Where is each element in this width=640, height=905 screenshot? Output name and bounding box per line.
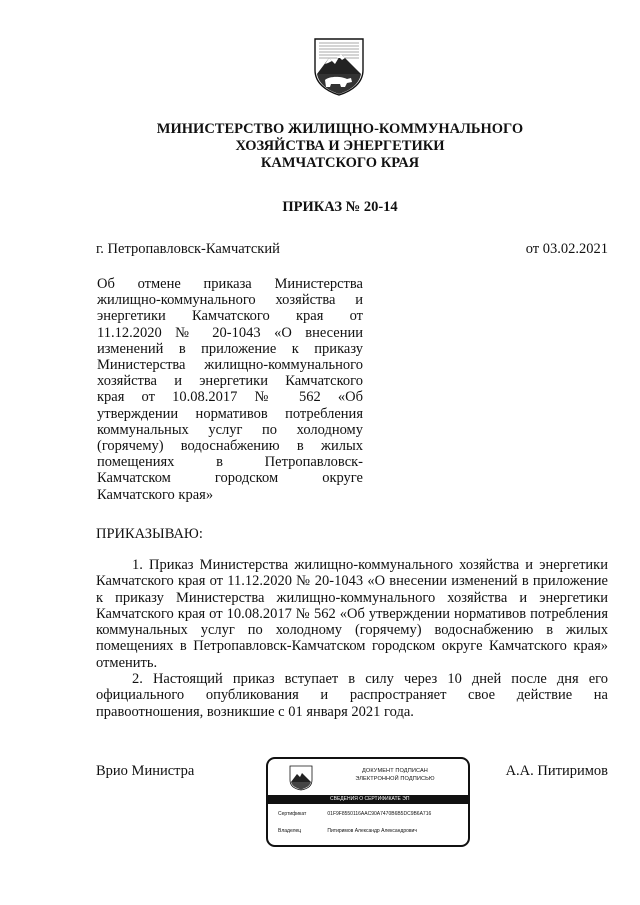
subject-line: Камчатском городском округе — [97, 470, 363, 487]
certificate-value: 01F9F8550116AAC90A7470B6B5DC9B6A716 — [327, 811, 432, 817]
stamp-heading-line-2: ЭЛЕКТРОННОЙ ПОДПИСЬЮ — [355, 776, 435, 782]
owner-value: Питиримов Александр Александрович — [327, 828, 417, 834]
stamp-info-bar-label: СВЕДЕНИЯ О СЕРТИФИКАТЕ ЭП — [330, 796, 410, 802]
order-subject — [97, 276, 363, 503]
subject-line: изменений в приложение к приказу — [97, 340, 363, 357]
order-paragraph-2: 2. Настоящий приказ вступает в силу через 10 дней после дня его официального опубликования и распространяет свое действие на правоотношения, возникшие с 01 января 2021 года. — [96, 671, 608, 720]
stamp-owner-row — [278, 828, 417, 835]
stamp-heading-line-1: ДОКУМЕНТ ПОДПИСАН — [362, 768, 428, 774]
ministry-name-line-3: КАМЧАТСКОГО КРАЯ — [260, 155, 420, 171]
stamp-emblem-icon — [288, 765, 314, 791]
subject-line: Камчатского края» — [97, 486, 214, 503]
order-directive-word: ПРИКАЗЫВАЮ: — [96, 526, 203, 542]
subject-line: края от 10.08.2017 № 562 «Об — [97, 389, 363, 406]
subject-line: хозяйства и энергетики Камчатского — [97, 373, 363, 390]
certificate-label: Сертификат — [278, 811, 307, 817]
issue-date: от 03.02.2021 — [525, 241, 608, 257]
order-body — [96, 557, 608, 720]
subject-line: помещениях в Петропавловск- — [97, 454, 363, 471]
kamchatka-emblem-icon — [311, 36, 367, 96]
issue-place: г. Петропавловск-Камчатский — [96, 241, 280, 257]
order-title: ПРИКАЗ № 20-14 — [282, 199, 398, 215]
subject-line: Министерства жилищно-коммунального — [97, 357, 363, 374]
order-paragraph-1: 1. Приказ Министерства жилищно-коммунального хозяйства и энергетики Камчатского края от 11.12.2020 № 20-1043 «О внесении изменений в приложение к приказу Министерства жилищно-коммунального хозяйства и энергетики Камчатского края от 10.08.2017 № 562 «Об утверждении нормативов потребления коммунальных услуг по холодному (горячему) водоснабжению в жилых помещениях в Петропавловск-Камчатском городском округе Камчатского края» отменить. — [96, 557, 608, 671]
subject-line: энергетики Камчатского края от — [97, 308, 363, 325]
signatory-position: Врио Министра — [96, 763, 195, 779]
ministry-name-line-2: ХОЗЯЙСТВА И ЭНЕРГЕТИКИ — [235, 138, 445, 154]
subject-line: 11.12.2020 № 20-1043 «О внесении — [97, 324, 363, 341]
subject-line: коммунальных услуг по холодному — [97, 421, 363, 438]
subject-line: Об отмене приказа Министерства — [97, 276, 363, 292]
signatory-name: А.А. Питиримов — [505, 763, 608, 779]
electronic-signature-stamp — [266, 757, 470, 847]
ministry-header — [100, 121, 580, 172]
subject-line: утверждении нормативов потребления — [97, 405, 363, 422]
subject-line: жилищно-коммунального хозяйства и — [97, 292, 363, 309]
stamp-heading — [330, 767, 460, 783]
stamp-info-bar — [268, 795, 468, 804]
ministry-name-line-1: МИНИСТЕРСТВО ЖИЛИЩНО-КОММУНАЛЬНОГО — [156, 121, 524, 137]
subject-line: (горячему) водоснабжению в жилых — [97, 438, 363, 455]
stamp-certificate-row — [278, 811, 431, 818]
owner-label: Владелец — [278, 828, 302, 834]
